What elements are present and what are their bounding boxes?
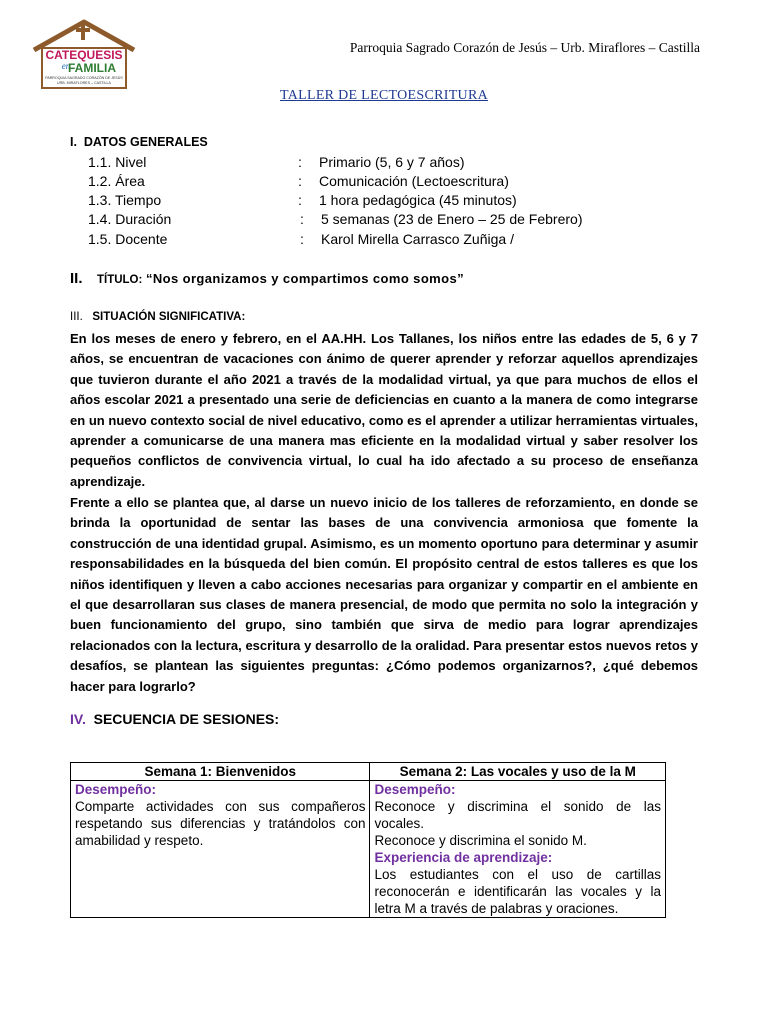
datos-colon: : [300, 231, 304, 247]
datos-heading-text: DATOS GENERALES [83, 135, 208, 149]
week1-desempeno-text: Comparte actividades con sus compañeros respetando sus diferencias y tratándolos con amabilidad y respeto. [75, 799, 366, 848]
datos-label: 1.3. Tiempo [88, 192, 162, 208]
parish-logo [28, 16, 140, 98]
titulo-line [70, 270, 464, 287]
svg-text:PARROQUIA SAGRADO CORAZÓN DE J: PARROQUIA SAGRADO CORAZÓN DE JESÚS [45, 76, 123, 80]
secuencia-num: IV. [70, 711, 86, 727]
document-title: TALLER DE LECTOESCRITURA [279, 88, 489, 103]
parish-header: Parroquia Sagrado Corazón de Jesús – Urb. Miraflores – Castilla [349, 40, 700, 55]
datos-value: Primario (5, 6 y 7 años) [319, 154, 465, 170]
week2-experiencia-text: Los estudiantes con el uso de cartillas reconocerán e identificarán las vocales y la letra M a través de palabras y oraciones. [374, 867, 661, 916]
week2-experiencia-label: Experiencia de aprendizaje: [374, 850, 553, 865]
situacion-num: III. [70, 311, 83, 323]
datos-label: 1.2. Área [88, 173, 145, 189]
house-roof-icon [28, 16, 140, 98]
datos-row-nivel [88, 154, 688, 174]
week2-cell [370, 781, 666, 918]
secuencia-heading-text: SECUENCIA DE SESIONES: [93, 711, 280, 727]
svg-text:FAMILIA: FAMILIA [68, 61, 116, 75]
week2-desempeno-text-2: Reconoce y discrimina el sonido M. [374, 833, 587, 848]
datos-label: 1.1. Nivel [88, 154, 147, 170]
situacion-heading-text: SITUACIÓN SIGNIFICATIVA: [92, 311, 246, 323]
datos-row-tiempo [88, 192, 688, 212]
datos-heading [70, 135, 208, 149]
situacion-heading [70, 311, 245, 323]
datos-label: 1.5. Docente [88, 231, 168, 247]
datos-value: Comunicación (Lectoescritura) [319, 173, 509, 189]
week1-desempeno-label: Desempeño: [75, 782, 157, 797]
datos-value: 1 hora pedagógica (45 minutos) [319, 192, 517, 208]
datos-row-docente [88, 231, 688, 251]
svg-text:URB. MIRAFLORES – CASTILLA: URB. MIRAFLORES – CASTILLA [57, 81, 111, 85]
titulo-text: “Nos organizamos y compartimos como somos” [145, 271, 464, 286]
datos-colon: : [300, 211, 304, 227]
sessions-table [70, 762, 666, 918]
datos-value: 5 semanas (23 de Enero – 25 de Febrero) [321, 211, 583, 227]
titulo-label: TÍTULO: [96, 274, 143, 286]
datos-value: Karol Mirella Carrasco Zuñiga / [321, 231, 514, 247]
svg-text:en: en [61, 61, 71, 71]
week1-cell [71, 781, 370, 918]
datos-row-duracion [88, 211, 688, 231]
table-header-week2: Semana 2: Las vocales y uso de la M [370, 763, 666, 781]
table-header-row [71, 763, 666, 781]
datos-colon: : [298, 154, 302, 170]
table-row [71, 781, 666, 918]
datos-colon: : [298, 173, 302, 189]
week2-desempeno-label: Desempeño: [374, 782, 456, 797]
week2-desempeno-text-1: Reconoce y discrimina el sonido de las vocales. [374, 799, 661, 831]
datos-heading-num: I. [70, 135, 77, 149]
secuencia-heading [70, 711, 279, 727]
situacion-paragraph-2: Frente a ello se plantea que, al darse un nuevo inicio de los talleres de reforzamiento, en donde se brinda la oportunidad de sentar las bases de una convivencia armoniosa que fomente la construcción de una identidad grupal. Asimismo, es un momento oportuno para determinar y asumir responsabilidades en la búsqueda del bien común. El propósito central de estos talleres es que los niños identifiquen y lleven a cabo acciones necesarias para organizar y compartir en el ambiente en el que desarrollaran sus clases de manera presencial, de modo que permita no solo la integración y buen funcionamiento del grupo, sino también que sirva de medio para lograr aprendizajes relacionados con la lectura, escritura y desarrollo de la oralidad. Para presentar estos nuevos retos y desafíos, se plantean las siguientes preguntas: ¿Cómo podemos organizarnos?, ¿qué debemos hacer para lograrlo? [70, 495, 698, 694]
situacion-paragraph-1: En los meses de enero y febrero, en el AA.HH. Los Tallanes, los niños entre las edades de 5, 6 y 7 años, se encuentran de vacaciones con ánimo de querer aprender y reforzar aquellos aprendizajes que tuvieron durante el año 2021 a través de la modalidad virtual, ya que para muchos de ellos el años escolar 2021 a presentado una serie de deficiencias en cuanto a la manera de como integrarse en un nuevo contexto social de nivel educativo, como es el aprender a utilizar herramientas virtuales, aprender a comunicarse de una manera mas eficiente en la modalidad virtual y saber resolver los pequeños conflictos de convivencia virtual, lo cual ha ido afectado a su proceso de enseñanza aprendizaje. [70, 331, 698, 489]
datos-row-area [88, 173, 688, 193]
table-header-week1: Semana 1: Bienvenidos [71, 763, 370, 781]
svg-text:CATEQUESIS: CATEQUESIS [45, 48, 123, 62]
titulo-num: II. [70, 270, 83, 287]
datos-colon: : [298, 192, 302, 208]
datos-label: 1.4. Duración [88, 211, 172, 227]
